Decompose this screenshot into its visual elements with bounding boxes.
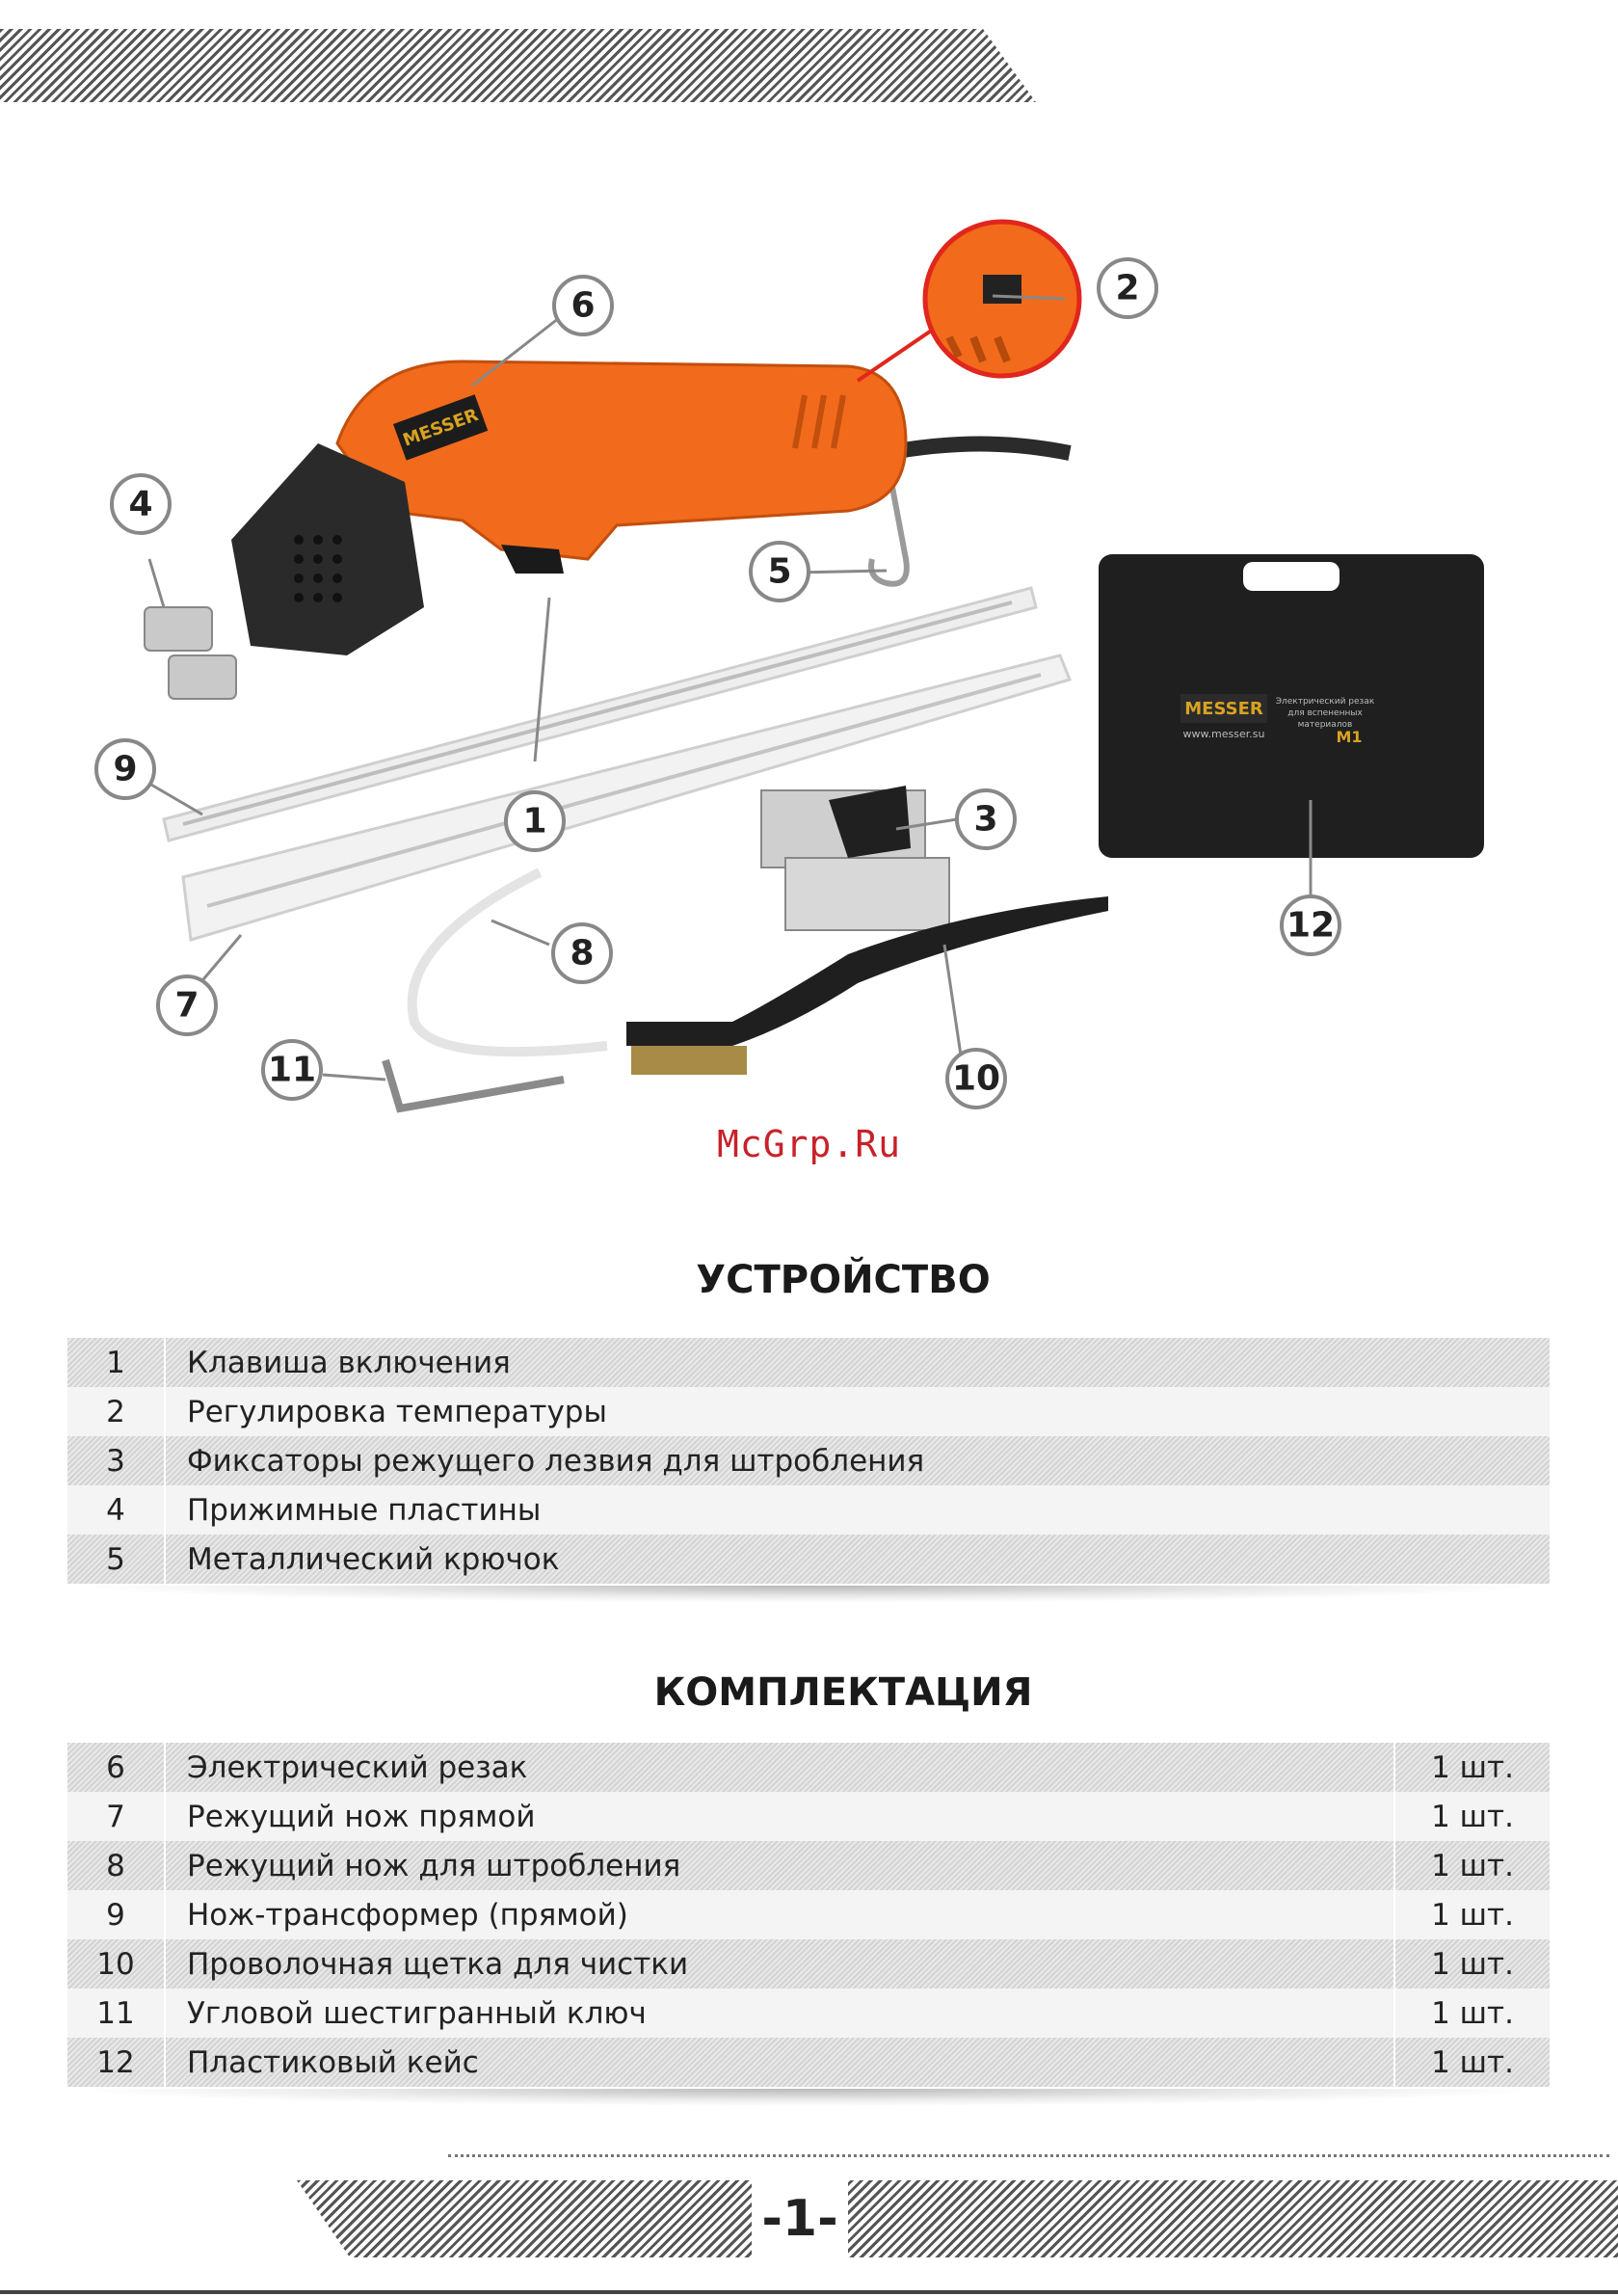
hex-key-11 bbox=[385, 1060, 564, 1108]
row-label: Регулировка температуры bbox=[187, 1394, 607, 1429]
watermark: McGrp.Ru bbox=[716, 1123, 902, 1165]
callout-5 bbox=[751, 543, 809, 601]
table-row bbox=[67, 1939, 1550, 1989]
row-number: 10 bbox=[96, 1946, 135, 1982]
row-label: Угловой шестигранный ключ bbox=[187, 1995, 647, 2031]
row-label: Режущий нож для штробления bbox=[187, 1848, 681, 1883]
device-table bbox=[67, 1338, 1550, 1603]
row-label: Металлический крючок bbox=[187, 1541, 560, 1577]
case-brand: MESSER bbox=[1184, 699, 1263, 719]
case-site: www.messer.su bbox=[1182, 728, 1265, 740]
row-quantity: 1 шт. bbox=[1431, 1946, 1514, 1982]
electric-cutter bbox=[145, 361, 906, 699]
row-number: 9 bbox=[106, 1897, 125, 1933]
plastic-case bbox=[1099, 554, 1484, 858]
table-row bbox=[67, 2038, 1550, 2087]
svg-text:2: 2 bbox=[1115, 268, 1140, 308]
kit-table bbox=[67, 1743, 1550, 2106]
row-label: Клавиша включения bbox=[187, 1345, 511, 1380]
row-quantity: 1 шт. bbox=[1431, 1799, 1514, 1834]
top-decorative-band bbox=[0, 29, 1036, 102]
callout-8 bbox=[553, 924, 611, 982]
table-row bbox=[67, 1743, 1550, 1792]
kit-section-title: КОМПЛЕКТАЦИЯ bbox=[653, 1670, 1033, 1715]
page-number: -1- bbox=[752, 2180, 848, 2257]
callout-4 bbox=[112, 475, 170, 533]
row-number: 5 bbox=[106, 1541, 125, 1577]
row-number: 7 bbox=[106, 1799, 125, 1834]
table-row bbox=[67, 1989, 1550, 2038]
product-figure bbox=[0, 193, 1618, 1205]
callout-3 bbox=[957, 790, 1015, 848]
tool-brand-label: MESSER bbox=[400, 405, 482, 451]
row-quantity: 1 шт. bbox=[1431, 1749, 1514, 1785]
svg-text:1: 1 bbox=[522, 801, 547, 841]
case-desc-3: материалов bbox=[1297, 720, 1353, 730]
table-row bbox=[67, 1436, 1550, 1485]
callout-1 bbox=[506, 792, 564, 850]
row-quantity: 1 шт. bbox=[1431, 1897, 1514, 1933]
table-row bbox=[67, 1387, 1550, 1436]
row-quantity: 1 шт. bbox=[1431, 1995, 1514, 2031]
row-number: 12 bbox=[96, 2044, 135, 2080]
callout-6 bbox=[554, 277, 612, 334]
svg-text:3: 3 bbox=[973, 799, 998, 840]
table-row bbox=[67, 1890, 1550, 1939]
row-number: 3 bbox=[106, 1443, 125, 1479]
row-label: Пластиковый кейс bbox=[187, 2044, 479, 2080]
callout-9 bbox=[96, 740, 154, 798]
svg-text:9: 9 bbox=[113, 749, 138, 789]
callout-7 bbox=[158, 976, 216, 1034]
case-model: M1 bbox=[1336, 728, 1363, 746]
row-label: Прижимные пластины bbox=[187, 1492, 542, 1528]
row-quantity: 1 шт. bbox=[1431, 2044, 1514, 2080]
footer-dotted-line bbox=[448, 2154, 1609, 2157]
blade-holders bbox=[761, 786, 949, 930]
bottom-rule bbox=[0, 2290, 1618, 2294]
callout-2 bbox=[1099, 259, 1156, 317]
row-label: Нож-трансформер (прямой) bbox=[187, 1897, 628, 1933]
table-row bbox=[67, 1841, 1550, 1890]
svg-text:5: 5 bbox=[767, 551, 792, 592]
row-number: 8 bbox=[106, 1848, 125, 1883]
svg-text:8: 8 bbox=[570, 933, 595, 974]
callout-10 bbox=[947, 1050, 1005, 1108]
svg-text:7: 7 bbox=[174, 985, 199, 1026]
svg-text:4: 4 bbox=[128, 484, 153, 524]
row-label: Фиксаторы режущего лезвия для штробления bbox=[187, 1443, 925, 1479]
row-label: Электрический резак bbox=[187, 1749, 528, 1785]
table-shadow bbox=[67, 1586, 1550, 1603]
row-number: 11 bbox=[96, 1995, 135, 2031]
svg-text:6: 6 bbox=[570, 285, 596, 326]
row-number: 4 bbox=[106, 1492, 125, 1528]
table-row bbox=[67, 1485, 1550, 1535]
callout-12 bbox=[1282, 896, 1339, 954]
svg-text:11: 11 bbox=[267, 1050, 317, 1090]
row-number: 1 bbox=[106, 1345, 125, 1380]
case-desc-2: для вспененных bbox=[1287, 708, 1363, 718]
case-desc-1: Электрический резак bbox=[1275, 697, 1375, 707]
svg-text:12: 12 bbox=[1286, 905, 1336, 946]
row-quantity: 1 шт. bbox=[1431, 1848, 1514, 1883]
bottom-decorative-band bbox=[297, 2180, 1618, 2257]
row-label: Проволочная щетка для чистки bbox=[187, 1946, 689, 1982]
row-number: 6 bbox=[106, 1749, 125, 1785]
table-row bbox=[67, 1535, 1550, 1584]
temperature-dial-inset bbox=[858, 222, 1079, 381]
device-section-title: УСТРОЙСТВО bbox=[696, 1258, 991, 1302]
callout-11 bbox=[263, 1041, 321, 1099]
row-label: Режущий нож прямой bbox=[187, 1799, 536, 1834]
table-shadow bbox=[67, 2089, 1550, 2106]
table-row bbox=[67, 1792, 1550, 1841]
power-cord bbox=[887, 444, 1070, 453]
svg-text:10: 10 bbox=[951, 1058, 1001, 1099]
table-row bbox=[67, 1338, 1550, 1387]
row-number: 2 bbox=[106, 1394, 125, 1429]
